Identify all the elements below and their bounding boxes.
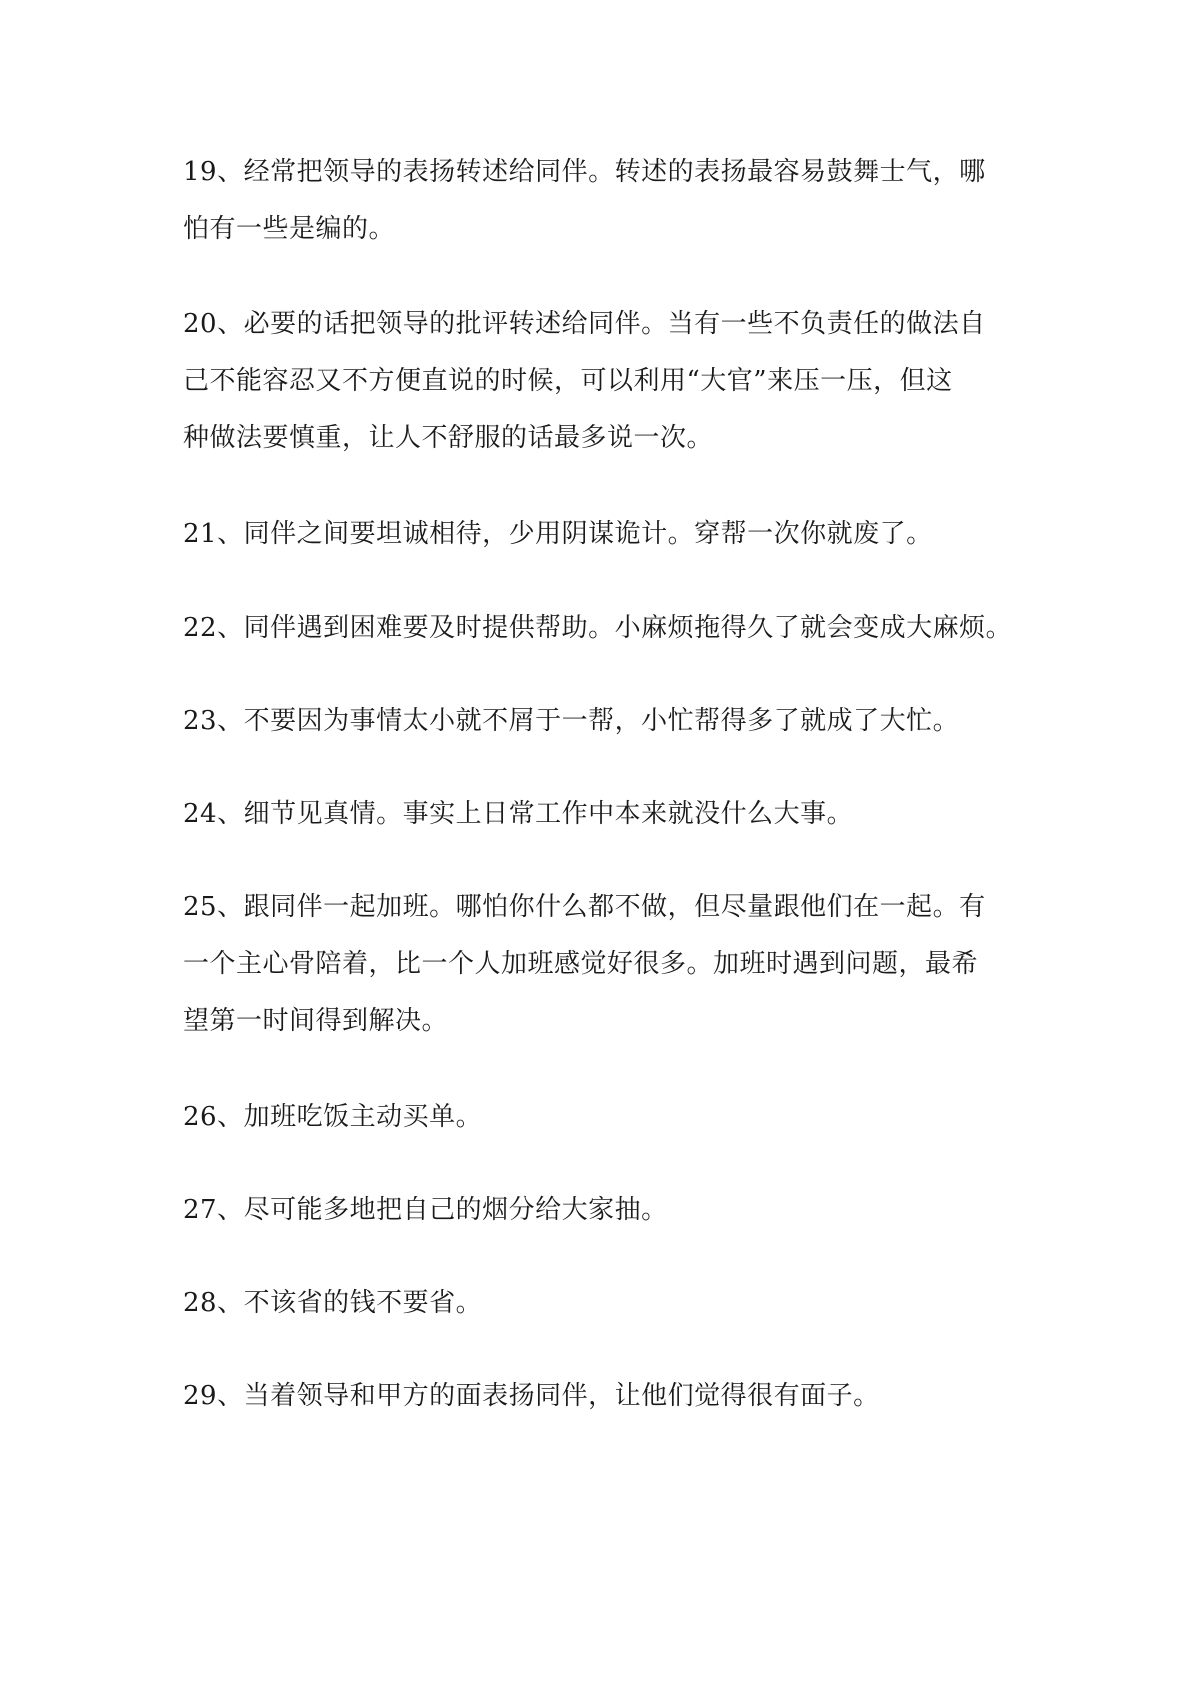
paragraph-line: 27、尽可能多地把自己的烟分给大家抽。 (183, 1195, 668, 1225)
paragraph-28 (183, 1275, 1023, 1332)
paragraph-line: 29、当着领导和甲方的面表扬同伴，让他们觉得很有面子。 (183, 1381, 880, 1411)
paragraph-line: 一个主心骨陪着，比一个人加班感觉好很多。加班时遇到问题，最希 (183, 949, 979, 979)
paragraph-line: 22、同伴遇到困难要及时提供帮助。小麻烦拖得久了就会变成大麻烦。 (183, 613, 1013, 643)
paragraph-line: 21、同伴之间要坦诚相待，少用阴谋诡计。穿帮一次你就废了。 (183, 519, 933, 549)
paragraph-line: 20、必要的话把领导的批评转述给同伴。当有一些不负责任的做法自 (183, 309, 986, 339)
paragraph-line: 24、细节见真情。事实上日常工作中本来就没什么大事。 (183, 799, 854, 829)
paragraph-19 (183, 144, 1023, 258)
paragraph-line: 望第一时间得到解决。 (183, 1006, 449, 1036)
paragraph-line: 19、经常把领导的表扬转述给同伴。转述的表扬最容易鼓舞士气，哪 (183, 157, 986, 187)
paragraph-line: 25、跟同伴一起加班。哪怕你什么都不做，但尽量跟他们在一起。有 (183, 892, 986, 922)
paragraph-line: 怕有一些是编的。 (183, 214, 396, 244)
paragraph-21 (183, 506, 1023, 563)
paragraph-line: 23、不要因为事情太小就不屑于一帮，小忙帮得多了就成了大忙。 (183, 706, 960, 736)
paragraph-line: 种做法要慎重，让人不舒服的话最多说一次。 (183, 423, 714, 453)
paragraph-line: 28、不该省的钱不要省。 (183, 1288, 483, 1318)
paragraph-23 (183, 693, 1023, 750)
paragraph-22 (183, 600, 1023, 657)
paragraph-27 (183, 1182, 1023, 1239)
paragraph-25 (183, 879, 1023, 1050)
paragraph-26 (183, 1089, 1023, 1146)
paragraph-line: 己不能容忍又不方便直说的时候，可以利用“大官”来压一压，但这 (183, 366, 953, 396)
paragraph-24 (183, 786, 1023, 843)
paragraph-20 (183, 296, 1023, 467)
paragraph-line: 26、加班吃饭主动买单。 (183, 1102, 483, 1132)
paragraph-29 (183, 1368, 1023, 1425)
